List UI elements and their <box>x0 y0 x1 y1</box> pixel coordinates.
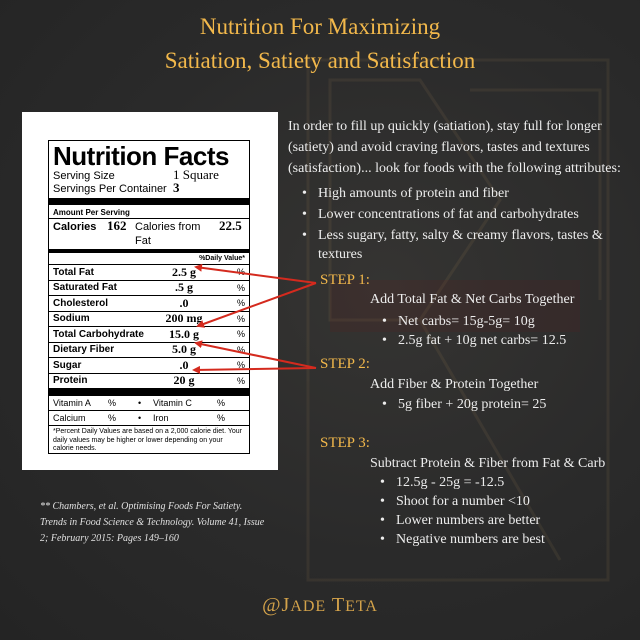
step-3-bullet: • Negative numbers are best <box>396 530 545 549</box>
calcium-label: Calcium <box>53 413 86 423</box>
nutrient-value: 5.0 g <box>172 342 196 357</box>
calories-value: 162 <box>107 218 127 233</box>
arrow-to-total-fat <box>196 267 316 283</box>
step-3-title: STEP 3: <box>320 435 370 451</box>
handle-last-rest: ETA <box>345 598 378 615</box>
nutrient-value: .5 g <box>175 280 193 295</box>
nutrient-percent: % <box>236 329 245 340</box>
servings-label: Servings Per Container <box>53 183 167 195</box>
step-2-bullet: • 5g fiber + 20g protein= 25 <box>398 395 546 414</box>
nutrient-value: 200 mg <box>165 311 203 326</box>
step-3-bullet: • Shoot for a number <10 <box>396 492 530 511</box>
nutrient-value: .0 <box>179 295 189 310</box>
daily-value-header: %Daily Value* <box>199 255 245 262</box>
calories-fat-value: 22.5 <box>219 218 242 233</box>
vitamin-a-percent: % <box>108 398 117 408</box>
page-title-line-2: Satiation, Satiety and Satisfaction <box>164 48 476 73</box>
attribute-item: • Lower concentrations of fat and carbohydrates <box>318 205 579 224</box>
vitamin-c-label: Vitamin C <box>153 398 192 408</box>
nutrient-label: Protein <box>53 375 88 387</box>
servings-value: 3 <box>173 180 180 195</box>
handle-first-rest: ADE <box>290 598 327 615</box>
vitamin-c-percent: % <box>217 398 226 408</box>
step-1-subtitle: Add Total Fat & Net Carbs Together <box>370 292 575 307</box>
nutrient-percent: % <box>236 298 245 309</box>
nutrient-value: 2.5 g <box>172 264 196 279</box>
nutrient-label: Saturated Fat <box>53 282 117 294</box>
nutrient-label: Total Carbohydrate <box>53 328 144 340</box>
nutrient-percent: % <box>236 267 245 278</box>
nutrient-value: .0 <box>179 357 189 372</box>
calcium-percent: % <box>108 413 117 423</box>
bullet-separator: • <box>138 398 142 408</box>
arrow-to-protein <box>194 368 316 370</box>
handle-first-initial: J <box>281 594 291 616</box>
nutrient-percent: % <box>236 344 245 355</box>
bullet-separator: • <box>138 413 142 423</box>
nutrient-percent: % <box>236 313 245 324</box>
step-1-title: STEP 1: <box>320 272 370 288</box>
step-2-title: STEP 2: <box>320 356 370 372</box>
attribute-item: • High amounts of protein and fiber <box>318 184 509 203</box>
nutrient-percent: % <box>236 282 245 293</box>
nutrient-value: 20 g <box>173 373 195 388</box>
step-3-bullet: • 12.5g - 25g = -12.5 <box>396 473 504 492</box>
calories-fat-label: Calories from Fat <box>135 221 201 247</box>
vitamin-a-label: Vitamin A <box>53 398 91 408</box>
nutrient-label: Sodium <box>53 313 90 325</box>
step-2-subtitle: Add Fiber & Protein Together <box>370 377 539 392</box>
amount-per-serving: Amount Per Serving <box>53 208 130 217</box>
daily-value-footnote: *Percent Daily Values are based on a 2,000 calorie diet. Your daily values may be higher or lower depending on your calorie needs. <box>53 428 242 452</box>
nutrition-facts-heading: Nutrition Facts <box>53 141 229 171</box>
iron-percent: % <box>217 413 226 423</box>
step-3-subtitle: Subtract Protein & Fiber from Fat & Carb <box>370 456 606 471</box>
handle-last-initial: T <box>331 594 346 616</box>
nutrient-label: Cholesterol <box>53 297 109 309</box>
nutrient-label: Sugar <box>53 359 82 371</box>
page-title-line-1: Nutrition For Maximizing <box>199 14 441 39</box>
step-1-bullet: • Net carbs= 15g-5g= 10g <box>398 312 535 331</box>
step-1-bullet: • 2.5g fat + 10g net carbs= 12.5 <box>398 331 566 350</box>
iron-label: Iron <box>153 413 169 423</box>
handle-at: @ <box>262 594 282 616</box>
nutrient-value: 15.0 g <box>169 326 199 341</box>
reference-citation: ** Chambers, et al. Optimising Foods For Satiety. Trends in Food Science & Technology. Volume 41, Issue 2; February 2015: Pages 149–160 <box>40 501 265 544</box>
attribute-item: • Less sugary, fatty, salty & creamy flavors, tastes & textures <box>318 226 618 264</box>
intro-paragraph: In order to fill up quickly (satiation), stay full for longer (satiety) and avoid craving flavors, tastes and textures (satisfaction)... look for foods with the following attributes: <box>288 119 621 176</box>
serving-size-label: Serving Size <box>53 170 115 182</box>
arrow-to-total-carbohydrate <box>198 283 316 326</box>
step-3-bullet: • Lower numbers are better <box>396 511 540 530</box>
calories-label: Calories <box>53 221 97 233</box>
nutrient-percent: % <box>236 360 245 371</box>
arrow-to-dietary-fiber <box>196 343 316 371</box>
serving-size-value: 1 Square <box>173 167 219 182</box>
nutrient-label: Dietary Fiber <box>53 344 115 356</box>
nutrient-label: Total Fat <box>53 266 94 278</box>
nutrient-percent: % <box>236 375 245 386</box>
